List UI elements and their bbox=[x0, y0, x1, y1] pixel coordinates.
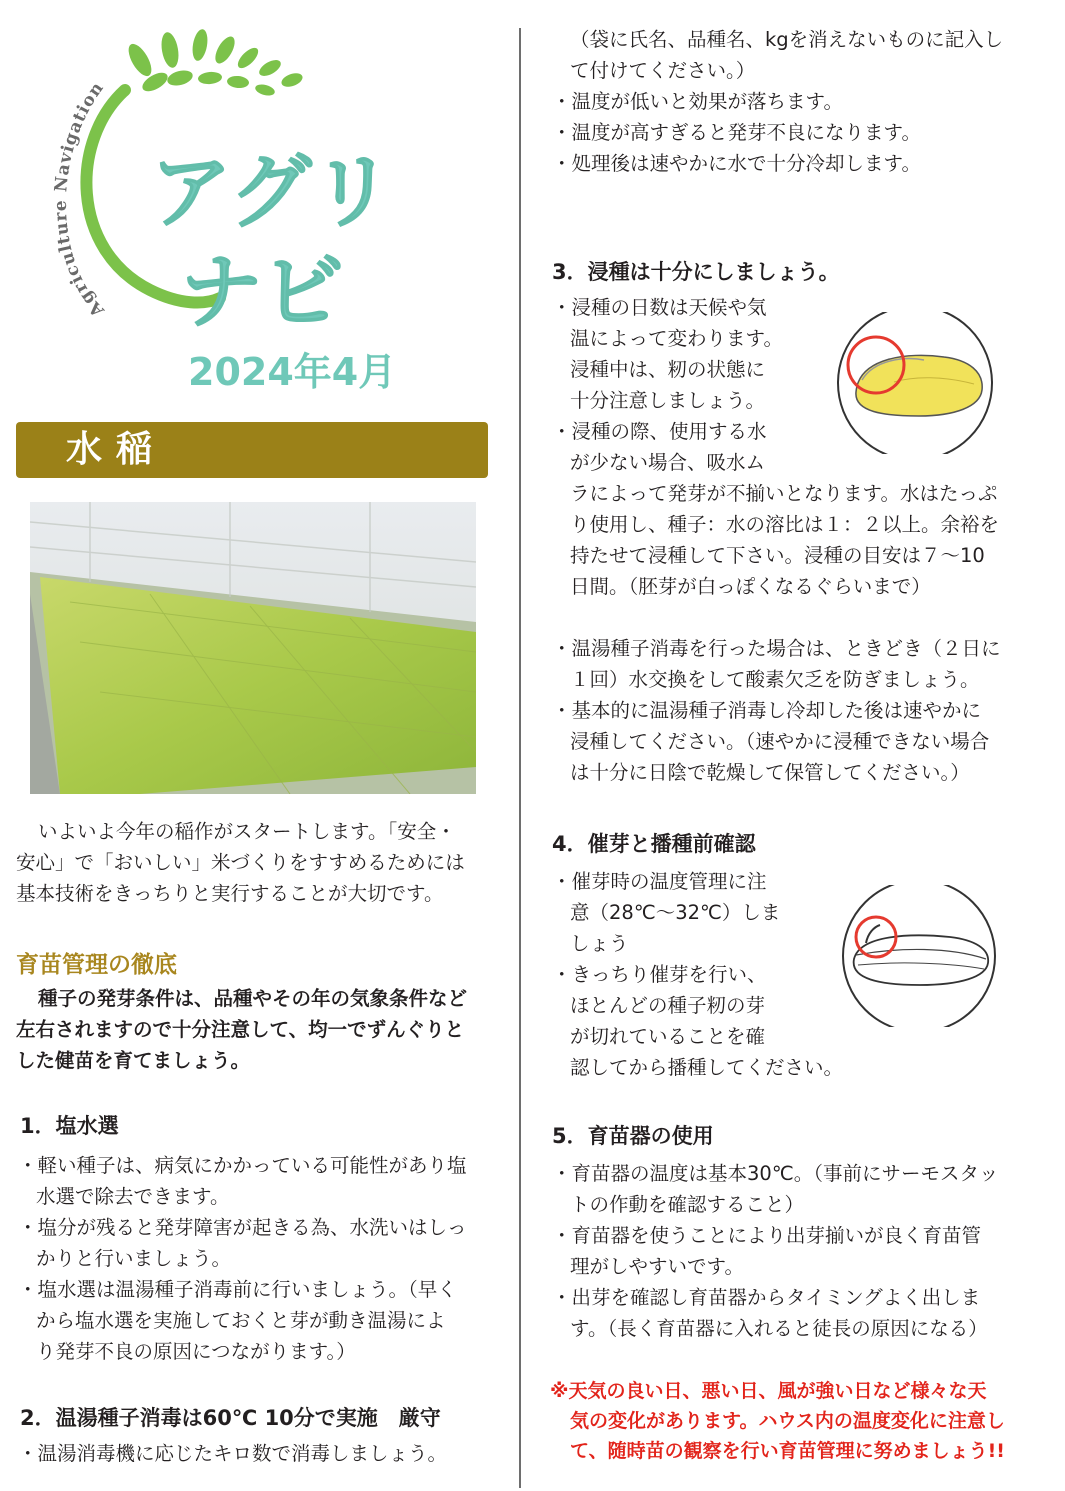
step-line: て付けてください。） bbox=[570, 59, 756, 82]
step-line: ・浸種の際、使用する水 bbox=[552, 420, 767, 443]
notice-line: て、随時苗の観察を行い育苗管理に努めましょう!! bbox=[570, 1440, 1005, 1462]
step-line: が切れていることを確 bbox=[570, 1025, 766, 1048]
step-line: しょう bbox=[570, 932, 629, 955]
agrinavi-logo bbox=[30, 20, 470, 420]
step-line: １回）水交換をして酸素欠乏を防ぎましょう。 bbox=[570, 668, 980, 691]
step-3-title: 3．浸種は十分にしましょう。 bbox=[552, 260, 840, 284]
step-line: 持たせて浸種して下さい。浸種の目安は７～10 bbox=[570, 544, 985, 567]
step-line: ・温湯消毒機に応じたキロ数で消毒しましょう。 bbox=[18, 1442, 448, 1465]
step-line: は十分に日陰で乾燥して保管してください。） bbox=[570, 761, 970, 784]
step-4-body bbox=[552, 866, 843, 1083]
lead-line: 左右されますので十分注意して、均一でずんぐりと bbox=[16, 1018, 465, 1041]
intro-line: いよいよ今年の稲作がスタートします。「安全・ bbox=[38, 820, 456, 843]
step-line: 浸種中は、籾の状態に bbox=[570, 358, 766, 381]
step-line: り使用し、種子：水の溶比は１：２以上。余裕を bbox=[570, 513, 1000, 536]
step-line: ・温度が低いと効果が落ちます。 bbox=[552, 90, 843, 113]
step-line: ・軽い種子は、病気にかかっている可能性があり塩 bbox=[18, 1154, 467, 1177]
step-line: す。（長く育苗器に入れると徒長の原因になる） bbox=[570, 1317, 988, 1340]
logo-arc-text: Agriculture Navigation bbox=[50, 77, 109, 321]
step-line: ・処理後は速やかに水で十分冷却します。 bbox=[552, 152, 921, 175]
step-line: （袋に氏名、品種名、kgを消えないものに記入し bbox=[570, 28, 1004, 51]
column-divider bbox=[519, 28, 521, 1488]
step-line: ・塩分が残ると発芽障害が起きる為、水洗いはしっ bbox=[18, 1216, 467, 1239]
step-line: が少ない場合、吸水ム bbox=[570, 451, 766, 474]
step-line: 水選で除去できます。 bbox=[36, 1185, 230, 1208]
step-2-body-start bbox=[18, 1438, 447, 1469]
step-line: 日間。（胚芽が白っぽくなるぐらいまで） bbox=[570, 575, 931, 598]
step-line: トの作動を確認すること） bbox=[570, 1193, 805, 1216]
step-line: 浸種してください。（速やかに浸種できない場合 bbox=[570, 730, 990, 753]
step-line: ・浸種の日数は天候や気 bbox=[552, 296, 767, 319]
lead-line: 種子の発芽条件は、品種やその年の気象条件など bbox=[38, 987, 468, 1010]
step-5-title: 5．育苗器の使用 bbox=[552, 1124, 714, 1148]
lead-line: した健苗を育てましょう。 bbox=[16, 1049, 251, 1072]
step-5-body bbox=[552, 1158, 998, 1344]
step-line: ・きっちり催芽を行い、 bbox=[552, 963, 767, 986]
notice-line: 気の変化があります。ハウス内の温度変化に注意し bbox=[570, 1410, 1005, 1432]
step-line: から塩水選を実施しておくと芽が動き温湯によ bbox=[36, 1309, 446, 1332]
logo-title-line2: ナビ bbox=[180, 245, 345, 340]
step-line: ・基本的に温湯種子消毒し冷却した後は速やかに bbox=[552, 699, 982, 722]
step-line: かりと行いましょう。 bbox=[36, 1247, 232, 1270]
step-line: ・塩水選は温湯種子消毒前に行いましょう。（早く bbox=[18, 1278, 457, 1301]
step-line: ・温湯種子消毒を行った場合は、ときどき（２日に bbox=[552, 637, 1001, 660]
leaf-icon bbox=[124, 28, 304, 97]
step-line: ほとんどの種子籾の芽 bbox=[570, 994, 766, 1017]
step-1-body bbox=[18, 1150, 467, 1367]
step-line: ・育苗器の温度は基本30℃。（事前にサーモスタッ bbox=[552, 1162, 999, 1185]
rice-seedling-photo bbox=[30, 502, 476, 794]
step-line: 温によって変わります。 bbox=[570, 327, 783, 350]
step-line: ・温度が高すぎると発芽不良になります。 bbox=[552, 121, 921, 144]
step-2-body-cont bbox=[552, 24, 1003, 179]
step-line: ・催芽時の温度管理に注 bbox=[552, 870, 767, 893]
step-line: ラによって発芽が不揃いとなります。水はたっぷ bbox=[570, 482, 998, 505]
step-line: 十分注意しましょう。 bbox=[570, 389, 766, 412]
intro-line: 基本技術をきっちりと実行することが大切です。 bbox=[16, 882, 444, 905]
seedling-heading: 育苗管理の徹底 bbox=[16, 952, 177, 978]
intro-line: 安心」で「おいしい」米づくりをすすめるためには bbox=[16, 851, 465, 874]
logo-date: 2024年4月 bbox=[188, 350, 397, 394]
step-2-title: 2．温湯種子消毒は60℃ 10分で実施 厳守 bbox=[20, 1406, 441, 1430]
step-line: ・出芽を確認し育苗器からタイミングよく出しま bbox=[552, 1286, 981, 1309]
step-line: ・育苗器を使うことにより出芽揃いが良く育苗管 bbox=[552, 1224, 982, 1247]
sprouted-grain-illustration bbox=[840, 885, 998, 1031]
intro-paragraph bbox=[16, 816, 465, 909]
weather-notice bbox=[550, 1376, 1005, 1466]
step-1-title: 1．塩水選 bbox=[20, 1114, 119, 1138]
soaked-grain-illustration bbox=[834, 312, 996, 458]
seedling-lead bbox=[16, 983, 467, 1076]
step-line: り発芽不良の原因につながります。） bbox=[36, 1340, 356, 1363]
section-banner: 水稲 bbox=[16, 422, 488, 478]
notice-line: ※天気の良い日、悪い日、風が強い日など様々な天 bbox=[550, 1380, 987, 1402]
step-4-title: 4．催芽と播種前確認 bbox=[552, 832, 756, 856]
step-line: 意（28℃～32℃）しま bbox=[570, 901, 781, 924]
step-line: 認してから播種してください。 bbox=[570, 1056, 844, 1079]
step-line: 理がしやすいです。 bbox=[570, 1255, 744, 1278]
logo-title-line1: アグリ bbox=[150, 145, 394, 240]
